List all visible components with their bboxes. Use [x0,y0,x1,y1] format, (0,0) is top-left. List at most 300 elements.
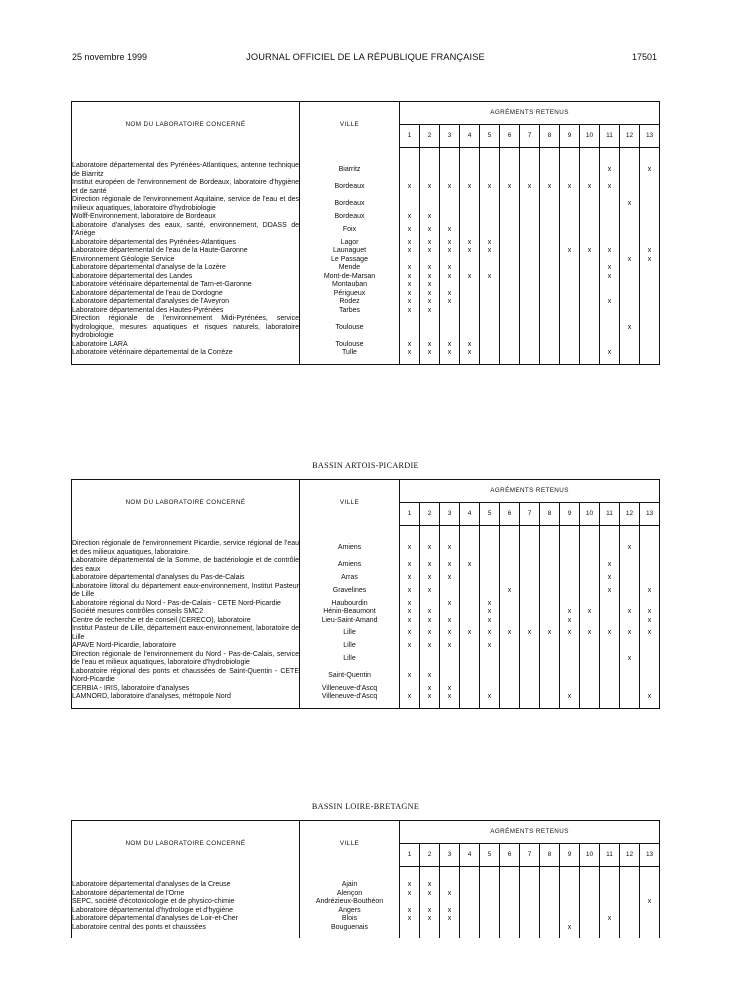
laboratory-name: Laboratoire départemental d'analyses de la Creuse [72,881,300,890]
agrement-mark-cell [480,290,500,299]
agrement-mark-cell [480,685,500,694]
agrement-mark-cell [500,693,520,702]
agrement-mark-cell [480,315,500,341]
agrement-mark-cell [400,196,420,213]
section-title-loire-bretagne: BASSIN LOIRE-BRETAGNE [311,802,420,811]
agrement-mark-cell: x [420,239,440,248]
agrement-mark-cell [500,651,520,668]
agrement-mark-cell [480,583,500,600]
agrement-mark-cell [480,890,500,899]
agrement-mark-cell [640,273,660,282]
agrement-mark-cell [500,273,520,282]
agrement-mark-cell: x [407,906,412,914]
agrement-mark-cell [580,273,600,282]
agrement-mark-cell [540,574,560,583]
agrement-mark-cell [580,290,600,299]
laboratory-name: Laboratoire LARA [72,341,300,350]
agrement-mark-cell [520,315,540,341]
agrement-mark-cell: x [440,600,460,609]
agrement-mark-cell: x [640,247,660,256]
page-number: 17501 [631,52,657,62]
agrement-mark-cell [640,924,660,933]
agrement-mark-cell [620,600,640,609]
agrement-mark-cell [460,651,480,668]
city-name: Hénin-Beaumont [300,608,400,617]
agrement-mark-cell [540,881,560,890]
city-name: Angers [300,907,400,916]
agrement-mark-cell: x [440,625,460,642]
agrement-mark-cell: x [420,625,440,642]
agrement-mark-cell [500,540,520,557]
agrement-mark-cell [540,273,560,282]
agrement-mark-cell: x [407,225,412,233]
agrement-mark-cell: x [407,616,412,624]
city-name: Bordeaux [300,213,400,222]
agrement-mark-cell: x [460,349,480,358]
agrement-number-header: 1 [400,125,420,148]
agrement-mark-cell [500,608,520,617]
agrement-mark-cell [620,898,640,907]
agrement-mark-cell [640,196,660,213]
agrement-mark-cell [620,307,640,316]
agrement-mark-cell: x [420,915,440,924]
agrement-mark-cell [480,256,500,265]
agrement-mark-cell [560,162,580,179]
agrement-mark-cell [580,668,600,685]
laboratory-name: Laboratoire régional des ponts et chaussées de Saint-Quentin - CETE Nord-Picardie [72,667,299,683]
agrement-mark-cell [620,179,640,196]
agrement-mark-cell [520,608,540,617]
agrement-mark-cell: x [640,256,660,265]
agrement-mark-cell [620,281,640,290]
agrement-mark-cell: x [500,625,520,642]
agrement-mark-cell [620,557,640,574]
agrement-mark-cell: x [420,273,440,282]
agrement-mark-cell [600,617,620,626]
agrement-mark-cell [460,685,480,694]
table-row [72,315,660,341]
agrement-mark-cell [440,651,460,668]
column-header-name: NOM DU LABORATOIRE CONCERNÉ [72,102,300,148]
laboratory-name: Société mesures contrôles conseils SMC2 [72,608,300,617]
agrement-mark-cell [540,907,560,916]
agrement-mark-cell [480,898,500,907]
agrement-mark-cell [460,642,480,651]
agrement-mark-cell [500,298,520,307]
city-name: Le Passage [300,256,400,265]
table-row [72,162,660,179]
agrement-mark-cell [540,540,560,557]
agrement-mark-cell [560,264,580,273]
agrement-mark-cell [560,642,580,651]
agrement-number-header: 13 [640,844,660,867]
agrement-mark-cell: x [580,608,600,617]
table-row [72,196,660,213]
agrement-mark-cell [560,222,580,239]
agrement-mark-cell [640,222,660,239]
agrement-mark-cell [620,222,640,239]
agrement-mark-cell [580,915,600,924]
agrement-mark-cell [460,213,480,222]
table-row [72,557,660,574]
agrement-mark-cell [600,693,620,702]
agrement-mark-cell [640,915,660,924]
agrement-mark-cell [480,574,500,583]
agrement-mark-cell [580,600,600,609]
table-row [72,617,660,626]
agrement-mark-cell [460,924,480,933]
table-row [72,179,660,196]
column-header-agrements: AGRÉMENTS RETENUS [400,102,660,125]
agrement-mark-cell [540,685,560,694]
agrement-mark-cell [540,668,560,685]
agrement-mark-cell: x [407,183,412,191]
agrement-number-header: 10 [580,503,600,526]
agrement-mark-cell [620,162,640,179]
agrement-mark-cell [620,915,640,924]
table-row [72,341,660,350]
agrement-mark-cell: x [600,574,620,583]
laboratory-name: Laboratoire départemental d'hydrologie et d'hygiène [72,907,300,916]
agrement-mark-cell: x [440,617,460,626]
agrement-mark-cell [540,307,560,316]
agrement-mark-cell [640,557,660,574]
agrement-mark-cell: x [407,289,412,297]
agrement-number-header: 10 [580,844,600,867]
agrement-mark-cell [500,290,520,299]
agrement-number-header: 12 [620,844,640,867]
agrement-mark-cell [520,247,540,256]
agrement-mark-cell [520,685,540,694]
agrement-mark-cell [640,574,660,583]
agrement-mark-cell [620,298,640,307]
agrement-mark-cell: x [420,349,440,358]
agrement-mark-cell [520,162,540,179]
table-row [72,298,660,307]
agrement-mark-cell: x [480,247,500,256]
agrement-mark-cell: x [420,298,440,307]
table-row [72,583,660,600]
agrement-mark-cell [400,162,420,179]
agrement-mark-cell [520,307,540,316]
city-name: Toulouse [300,315,400,341]
agrement-mark-cell: x [560,693,580,702]
agrement-mark-cell: x [407,349,412,356]
table-row [72,907,660,916]
city-name: Arras [300,574,400,583]
table-row [72,924,660,933]
laboratory-name: Laboratoire départemental d'analyse de la Lozère [72,264,300,273]
city-name: Launaguet [300,247,400,256]
agrement-mark-cell [520,693,540,702]
agrement-mark-cell [620,642,640,651]
agrement-mark-cell [580,349,600,358]
agrement-mark-cell: x [620,540,640,557]
agrement-mark-cell: x [440,685,460,694]
agrement-mark-cell [480,162,500,179]
agrement-mark-cell [580,315,600,341]
agrement-mark-cell [640,540,660,557]
agrement-mark-cell: x [420,557,440,574]
agrement-mark-cell [600,281,620,290]
table-row [72,608,660,617]
agrement-number-header: 2 [420,503,440,526]
agrement-mark-cell [640,179,660,196]
agrement-mark-cell [580,213,600,222]
agrement-mark-cell [520,574,540,583]
agrement-mark-cell: x [407,264,412,271]
agrement-mark-cell: x [600,915,620,924]
agrement-mark-cell [520,222,540,239]
agrement-mark-cell [620,290,640,299]
column-header-agrements: AGRÉMENTS RETENUS [400,821,660,844]
agrement-mark-cell: x [440,907,460,916]
agrement-mark-cell: x [440,574,460,583]
agrement-number-header: 9 [560,844,580,867]
agrement-mark-cell [520,341,540,350]
agrement-mark-cell [480,540,500,557]
agrement-mark-cell [420,196,440,213]
agrement-mark-cell [540,298,560,307]
agrement-mark-cell: x [440,247,460,256]
table-row [72,625,660,642]
agrement-mark-cell: x [420,890,440,899]
agrement-mark-cell [600,196,620,213]
agrement-mark-cell [620,668,640,685]
agrement-number-header: 8 [540,503,560,526]
agrement-mark-cell [560,898,580,907]
agrement-mark-cell [400,256,420,265]
agrement-mark-cell [560,557,580,574]
agrement-mark-cell [580,341,600,350]
agrement-mark-cell: x [480,239,500,248]
agrement-mark-cell: x [580,625,600,642]
agrement-mark-cell [640,642,660,651]
agrement-mark-cell: x [560,625,580,642]
agrement-number-header: 5 [480,125,500,148]
table-row [72,281,660,290]
agrement-mark-cell [480,196,500,213]
agrement-number-header: 5 [480,844,500,867]
agrement-mark-cell [600,290,620,299]
agrement-mark-cell [560,256,580,265]
agrement-mark-cell [500,341,520,350]
agrement-mark-cell: x [407,340,412,348]
agrement-mark-cell: x [420,264,440,273]
agrement-mark-cell [640,315,660,341]
laboratory-name: Direction régionale de l'environnement Picardie, service régional de l'eau et des milieux aquatiques, laboratoire. [72,540,299,556]
agrement-mark-cell: x [480,608,500,617]
agrement-mark-cell [540,196,560,213]
agrement-mark-cell [480,341,500,350]
city-name: Bordeaux [300,179,400,196]
agrement-mark-cell [560,341,580,350]
agrement-mark-cell [440,196,460,213]
agrement-mark-cell [460,574,480,583]
agrement-mark-cell [640,600,660,609]
agrement-mark-cell [540,890,560,899]
city-name: Toulouse [300,341,400,350]
laboratory-name: Laboratoire central des ponts et chaussées [72,924,300,933]
laboratory-name: Laboratoire départemental de l'eau de Dordogne [72,290,300,299]
agrement-mark-cell [400,898,420,907]
agrement-mark-cell [460,256,480,265]
agrement-mark-cell [560,196,580,213]
agrement-mark-cell: x [420,213,440,222]
laboratory-name: Wolff-Environnement, laboratoire de Bordeaux [72,213,300,222]
agrement-mark-cell [580,924,600,933]
agrement-mark-cell [580,583,600,600]
table-row [72,247,660,256]
laboratory-name: Laboratoire départemental d'analyses de l'Aveyron [72,298,300,307]
agrement-mark-cell [640,907,660,916]
agrement-mark-cell: x [407,281,412,288]
column-header-name: NOM DU LABORATOIRE CONCERNÉ [72,480,300,526]
agrement-number-header: 12 [620,125,640,148]
agrement-mark-cell: x [460,341,480,350]
table-row [72,290,660,299]
agrement-mark-cell: x [600,264,620,273]
laboratory-name: Institut Pasteur de Lille, département eaux-environnement, laboratoire de Lille [72,625,299,641]
agrement-mark-cell: x [600,247,620,256]
table-row [72,651,660,668]
table-row [72,264,660,273]
column-header-city: VILLE [300,102,400,148]
agrement-mark-cell [520,264,540,273]
agrement-number-header: 4 [460,125,480,148]
agrement-mark-cell [560,281,580,290]
agrement-mark-cell [600,222,620,239]
laboratory-table-artois-picardie [71,479,660,709]
agrement-mark-cell: x [420,642,440,651]
agrement-mark-cell [500,890,520,899]
agrement-mark-cell: x [480,693,500,702]
agrement-mark-cell [560,298,580,307]
agrement-mark-cell [500,557,520,574]
table-row [72,213,660,222]
journal-title: JOURNAL OFFICIEL DE LA RÉPUBLIQUE FRANÇAISE [246,52,485,62]
agrement-mark-cell [600,907,620,916]
city-name: Lieu-Saint-Amand [300,617,400,626]
agrement-mark-cell [460,890,480,899]
agrement-mark-cell: x [407,306,412,314]
agrement-mark-cell: x [620,196,640,213]
agrement-mark-cell [480,349,500,358]
agrement-number-header: 1 [400,503,420,526]
agrement-number-header: 12 [620,503,640,526]
agrement-mark-cell: x [440,298,460,307]
agrement-mark-cell [560,600,580,609]
agrement-mark-cell [580,557,600,574]
agrement-mark-cell [480,307,500,316]
agrement-mark-cell [440,315,460,341]
agrement-mark-cell: x [440,222,460,239]
agrement-mark-cell [540,239,560,248]
agrement-number-header: 11 [600,125,620,148]
agrement-mark-cell [440,898,460,907]
city-name: Lille [300,625,400,642]
agrement-mark-cell [520,557,540,574]
agrement-mark-cell: x [407,629,412,637]
agrement-mark-cell [600,213,620,222]
agrement-mark-cell [540,651,560,668]
agrement-mark-cell: x [420,693,440,702]
agrement-mark-cell [640,668,660,685]
agrement-mark-cell: x [407,298,412,305]
agrement-mark-cell [500,685,520,694]
agrement-mark-cell [540,898,560,907]
agrement-mark-cell [400,685,420,694]
agrement-number-header: 7 [520,503,540,526]
agrement-mark-cell [580,881,600,890]
agrement-mark-cell [640,890,660,899]
agrement-mark-cell [480,668,500,685]
agrement-mark-cell [560,668,580,685]
agrement-mark-cell [400,651,420,668]
agrement-mark-cell: x [420,617,440,626]
agrement-mark-cell: x [580,179,600,196]
agrement-mark-cell [600,315,620,341]
agrement-mark-cell: x [640,898,660,907]
agrement-mark-cell: x [420,540,440,557]
agrement-mark-cell [500,898,520,907]
agrement-mark-cell: x [480,617,500,626]
agrement-mark-cell [460,290,480,299]
agrement-mark-cell: x [620,625,640,642]
agrement-mark-cell: x [600,625,620,642]
agrement-mark-cell [600,898,620,907]
agrement-mark-cell [540,341,560,350]
agrement-mark-cell: x [600,298,620,307]
agrement-mark-cell [500,924,520,933]
agrement-mark-cell: x [520,625,540,642]
agrement-mark-cell [600,881,620,890]
city-name: Tarbes [300,307,400,316]
agrement-number-header: 4 [460,503,480,526]
city-name: Périgueux [300,290,400,299]
agrement-mark-cell [600,651,620,668]
agrement-mark-cell [580,540,600,557]
agrement-mark-cell [540,222,560,239]
agrement-number-header: 13 [640,503,660,526]
agrement-mark-cell: x [600,583,620,600]
agrement-mark-cell [620,247,640,256]
table-row [72,307,660,316]
agrement-mark-cell [540,247,560,256]
agrement-mark-cell [520,617,540,626]
agrement-mark-cell [480,557,500,574]
table-row [72,540,660,557]
agrement-mark-cell: x [460,247,480,256]
agrement-mark-cell [560,890,580,899]
agrement-mark-cell [440,924,460,933]
agrement-mark-cell [640,290,660,299]
agrement-mark-cell [440,213,460,222]
agrement-mark-cell [600,307,620,316]
agrement-mark-cell [560,290,580,299]
agrement-mark-cell [500,222,520,239]
table-row [72,915,660,924]
agrement-mark-cell [620,890,640,899]
agrement-number-header: 8 [540,844,560,867]
agrement-mark-cell [500,162,520,179]
agrement-mark-cell [620,617,640,626]
city-name: Andrézieux-Bouthéon [300,898,400,907]
laboratory-table-loire-bretagne [71,820,660,938]
agrement-mark-cell [640,651,660,668]
city-name: Alençon [300,890,400,899]
city-name: Mont-de-Marsan [300,273,400,282]
